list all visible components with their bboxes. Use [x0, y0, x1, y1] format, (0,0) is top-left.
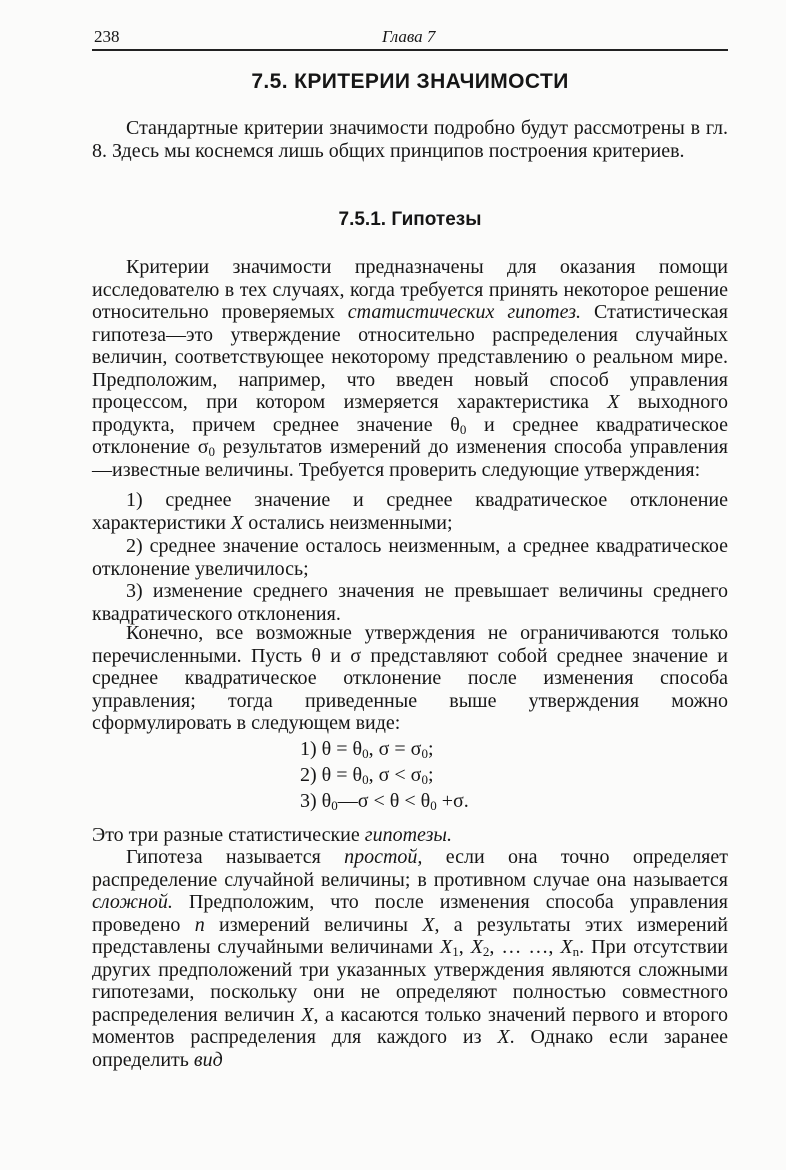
text-run: представляют собой среднее значение и среднее квадратическое отклонение после изменения способа управления; тогда приведенные выше утверждения можно сформулировать в следующем виде: [92, 644, 728, 734]
text-run: ; [427, 764, 434, 786]
text-run: 1) θ = θ [300, 738, 363, 760]
text-run: и среднее квадратическое отклонение [92, 413, 729, 458]
text-run: Статистическая гипотеза—это утверждение относительно распределения случайных величин, соответствующее некоторому представлению о реальном мире. Предположим, например, что введен новый способ управления процессом, при котором измеряется характеристика [92, 301, 728, 413]
list-item-2: 2) среднее значение осталось неизменным, а среднее квадратическое отклонение увеличилось; [92, 535, 728, 580]
variable: X [301, 1003, 314, 1026]
variable: X [439, 936, 453, 958]
text-run: , … …, [489, 936, 561, 958]
symbol: θ [311, 644, 322, 667]
subscript: 2 [482, 944, 490, 959]
text-run: —σ < θ < θ [337, 790, 431, 812]
chapter-title: Глава 7 [382, 27, 436, 46]
text-run: , σ = σ [368, 738, 422, 760]
subscript: n [572, 944, 580, 959]
list-item-1 [92, 489, 728, 534]
running-head [92, 27, 728, 51]
text-run: Предположим, что после изменения способа управления проведено [92, 891, 728, 936]
subscript: 0 [421, 746, 428, 761]
intro-paragraph: Стандартные критерии значимости подробно будут рассмотрены в гл. 8. Здесь мы коснемся лишь общих принципов построения критериев. [92, 117, 728, 162]
subscript: 1 [452, 944, 459, 959]
text-run: Гипотеза называется [126, 846, 345, 868]
subscript: 0 [421, 772, 428, 787]
variable: X [497, 1026, 510, 1048]
text-run: . Однако если заранее определить [92, 1026, 728, 1071]
text-run: измерений величины [204, 913, 423, 936]
paragraph-statements [92, 622, 728, 735]
text-run: если она точно определяет распределение случайной величины; в противном случае она называется [92, 846, 729, 891]
text-run: . При отсутствии других предположений три указанных утверждения являются сложными гипотезами, поскольку они не определяют полностью совместного распределения величин [92, 936, 729, 1026]
subscript: 0 [459, 421, 467, 437]
emphasis: гипотезы. [364, 824, 452, 846]
subscript: 0 [362, 746, 369, 761]
text-run: Конечно, все возможные утверждения не ограничиваются только перечисленными. Пусть [92, 622, 728, 667]
subscript: 0 [208, 444, 216, 459]
formula-3 [300, 788, 469, 814]
text-run: остались неизменными; [243, 511, 453, 534]
text-run: ; [427, 738, 434, 760]
subscript: 0 [331, 798, 338, 813]
formula-1 [300, 736, 434, 762]
subscript: 0 [362, 772, 369, 787]
symbol: θ [450, 413, 460, 436]
emphasis: простой, [344, 846, 423, 868]
paragraph-simple-complex [92, 846, 728, 1071]
paragraph-hypotheses [92, 256, 728, 481]
variable: X [231, 511, 244, 534]
text-run: 1) среднее значение и среднее квадратическое отклонение характеристики [92, 489, 728, 534]
symbol: σ [350, 644, 362, 667]
variable: X [607, 391, 620, 413]
text-run: , а результаты этих измерений представлены случайными величинами [92, 913, 728, 958]
emphasis: вид [193, 1048, 223, 1071]
emphasis: сложной. [92, 891, 173, 913]
text-run: выходного продукта, причем среднее значение [92, 391, 728, 436]
text-run: и [321, 644, 351, 667]
variable: X [560, 936, 573, 958]
text-run: результатов измерений до изменения способа управления—известные величины. Требуется проверить следующие утверждения: [92, 436, 728, 481]
variable: n [194, 913, 205, 936]
variable: X [422, 913, 435, 936]
paragraph-three-hypotheses [92, 824, 728, 847]
page-number: 238 [94, 27, 120, 46]
variable: X [470, 936, 483, 958]
text-run: Критерии значимости предназначены для оказания помощи исследователю в тех случаях, когда требуется принять некоторое решение относительно проверяемых [92, 256, 728, 323]
text-run: , а касаются только значений первого и второго моментов распределения для каждого из [92, 1003, 728, 1048]
text-run: 2) θ = θ [300, 764, 363, 786]
section-title: 7.5. КРИТЕРИИ ЗНАЧИМОСТИ [251, 70, 569, 93]
text-run: 3) θ [300, 790, 332, 812]
text-run: , σ < σ [368, 764, 422, 786]
symbol: σ [197, 436, 209, 458]
formula-2 [300, 762, 434, 788]
subscript: 0 [430, 798, 437, 813]
list-item-3: 3) изменение среднего значения не превышает величины среднего квадратического отклонения. [92, 580, 728, 625]
text-run: +σ. [436, 790, 469, 812]
subsection-title: 7.5.1. Гипотезы [338, 209, 482, 230]
emphasis: статистических гипотез. [347, 301, 581, 323]
text-run: Это три разные статистические [92, 824, 365, 846]
text-run: , [458, 936, 471, 958]
